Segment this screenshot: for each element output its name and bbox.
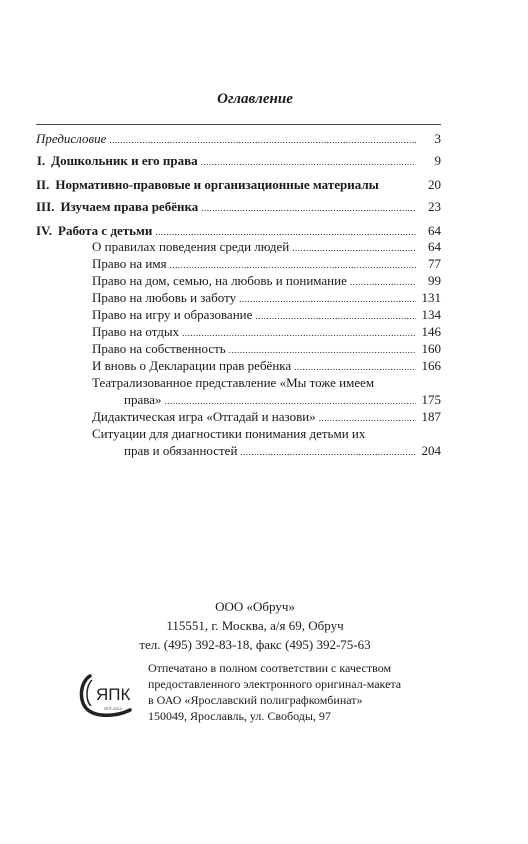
printer-logo-caption: ЯПГ-2012 (104, 706, 123, 711)
toc-chapter-number: III. (36, 199, 55, 214)
toc-subentry[interactable] (92, 409, 441, 426)
toc-entry-title: Право на собственность (92, 341, 226, 356)
toc-leader-dots (229, 342, 416, 358)
toc-leader-dots (201, 154, 416, 170)
toc-entry-page: 187 (421, 409, 441, 424)
toc-leader-dots (201, 200, 416, 216)
toc-entry-page: 99 (428, 273, 441, 288)
toc-entry-title: Дидактическая игра «Отгадай и назови» (92, 409, 316, 424)
toc-subentry-line1[interactable]: Ситуации для диагностики понимания детьми их (92, 426, 366, 441)
publisher-phones: тел. (495) 392-83-18, факс (495) 392-75-63 (139, 637, 371, 652)
publisher-address: 115551, г. Москва, а/я 69, Обруч (166, 618, 344, 633)
toc-leader-dots (350, 274, 416, 290)
imprint-line: в ОАО «Ярославский полиграфкомбинат» (148, 693, 363, 707)
toc-entry-title: Изучаем права ребёнка (60, 199, 199, 214)
toc-subentry[interactable] (92, 239, 441, 256)
toc-leader-dots (155, 224, 416, 240)
imprint-line: предоставленного электронного оригинал-макета (148, 677, 402, 691)
toc-subentry[interactable] (92, 358, 441, 375)
toc-leader-dots (294, 359, 416, 375)
imprint-line: Отпечатано в полном соответствии с качеством (148, 661, 392, 675)
toc-entry-title: прав и обязанностей (124, 443, 238, 458)
toc-entry-page: 20 (428, 177, 441, 192)
toc-subentry[interactable] (124, 392, 441, 409)
toc-entry-page: 146 (421, 324, 441, 339)
toc-entry-title: Дошкольник и его права (51, 153, 198, 168)
toc-subentry[interactable] (92, 256, 441, 273)
toc-entry-title: Право на дом, семью, на любовь и понимание (92, 273, 347, 288)
toc-entry-title: Право на любовь и заботу (92, 290, 237, 305)
toc-entry-chapter-1[interactable] (36, 153, 441, 170)
toc-subentry-line1[interactable]: Театрализованное представление «Мы тоже имеем (92, 375, 375, 390)
toc-chapter-number: IV. (36, 223, 53, 238)
toc-leader-dots (319, 410, 416, 426)
toc-chapter-number: II. (36, 177, 50, 192)
toc-subentry[interactable] (92, 341, 441, 358)
toc-entry-title: Право на игру и образование (92, 307, 253, 322)
toc-entry-page: 9 (434, 153, 441, 168)
toc-subentry[interactable] (92, 290, 441, 307)
toc-entry-title: О правилах поведения среди людей (92, 239, 290, 254)
toc-entry-page: 204 (421, 443, 441, 458)
publisher-name: ООО «Обруч» (215, 599, 295, 614)
toc-entry-chapter-2[interactable] (36, 177, 441, 194)
toc-entry-page: 64 (428, 239, 441, 254)
toc-entry-title: Нормативно-правовые и организационные материалы (55, 177, 379, 192)
toc-subentry[interactable] (92, 273, 441, 290)
toc-entry-preface[interactable] (36, 131, 441, 148)
toc-entry-page: 23 (428, 199, 441, 214)
toc-entry-title: Право на отдых (92, 324, 180, 339)
toc-chapter-number: I. (36, 153, 46, 168)
toc-entry-title: Право на имя (92, 256, 167, 271)
toc-leader-dots (164, 393, 416, 409)
toc-subentry[interactable] (124, 443, 441, 460)
toc-entry-title: Предисловие (36, 131, 107, 146)
toc-entry-page: 131 (421, 290, 441, 305)
toc-subentry[interactable] (92, 324, 441, 341)
toc-leader-dots (109, 132, 416, 148)
toc-leader-dots (240, 444, 416, 460)
toc-subentry[interactable] (92, 307, 441, 324)
toc-entry-page: 134 (421, 307, 441, 322)
toc-entry-title: И вновь о Декларации прав ребёнка (92, 358, 292, 373)
printer-logo (78, 668, 144, 718)
imprint-line: 150049, Ярославль, ул. Свободы, 97 (148, 709, 331, 723)
toc-leader-dots (292, 240, 416, 256)
toc-entry-title: Работа с детьми (58, 223, 153, 238)
toc-entry-chapter-3[interactable] (36, 199, 441, 216)
toc-entry-page: 160 (421, 341, 441, 356)
toc-leader-dots (170, 257, 416, 273)
toc-entry-page: 166 (421, 358, 441, 373)
toc-entry-page: 175 (421, 392, 441, 407)
toc-entry-title: права» (124, 392, 162, 407)
toc-entry-page: 64 (428, 223, 441, 238)
title-divider (36, 124, 441, 125)
printer-logo-text: ЯПК (96, 685, 131, 704)
toc-title: Оглавление (217, 91, 293, 107)
toc-leader-dots (182, 325, 416, 341)
toc-leader-dots (255, 308, 416, 324)
toc-entry-page: 77 (428, 256, 441, 271)
toc-entry-page: 3 (434, 131, 441, 146)
toc-leader-dots (239, 291, 416, 307)
toc-entry-chapter-4[interactable] (36, 223, 441, 240)
